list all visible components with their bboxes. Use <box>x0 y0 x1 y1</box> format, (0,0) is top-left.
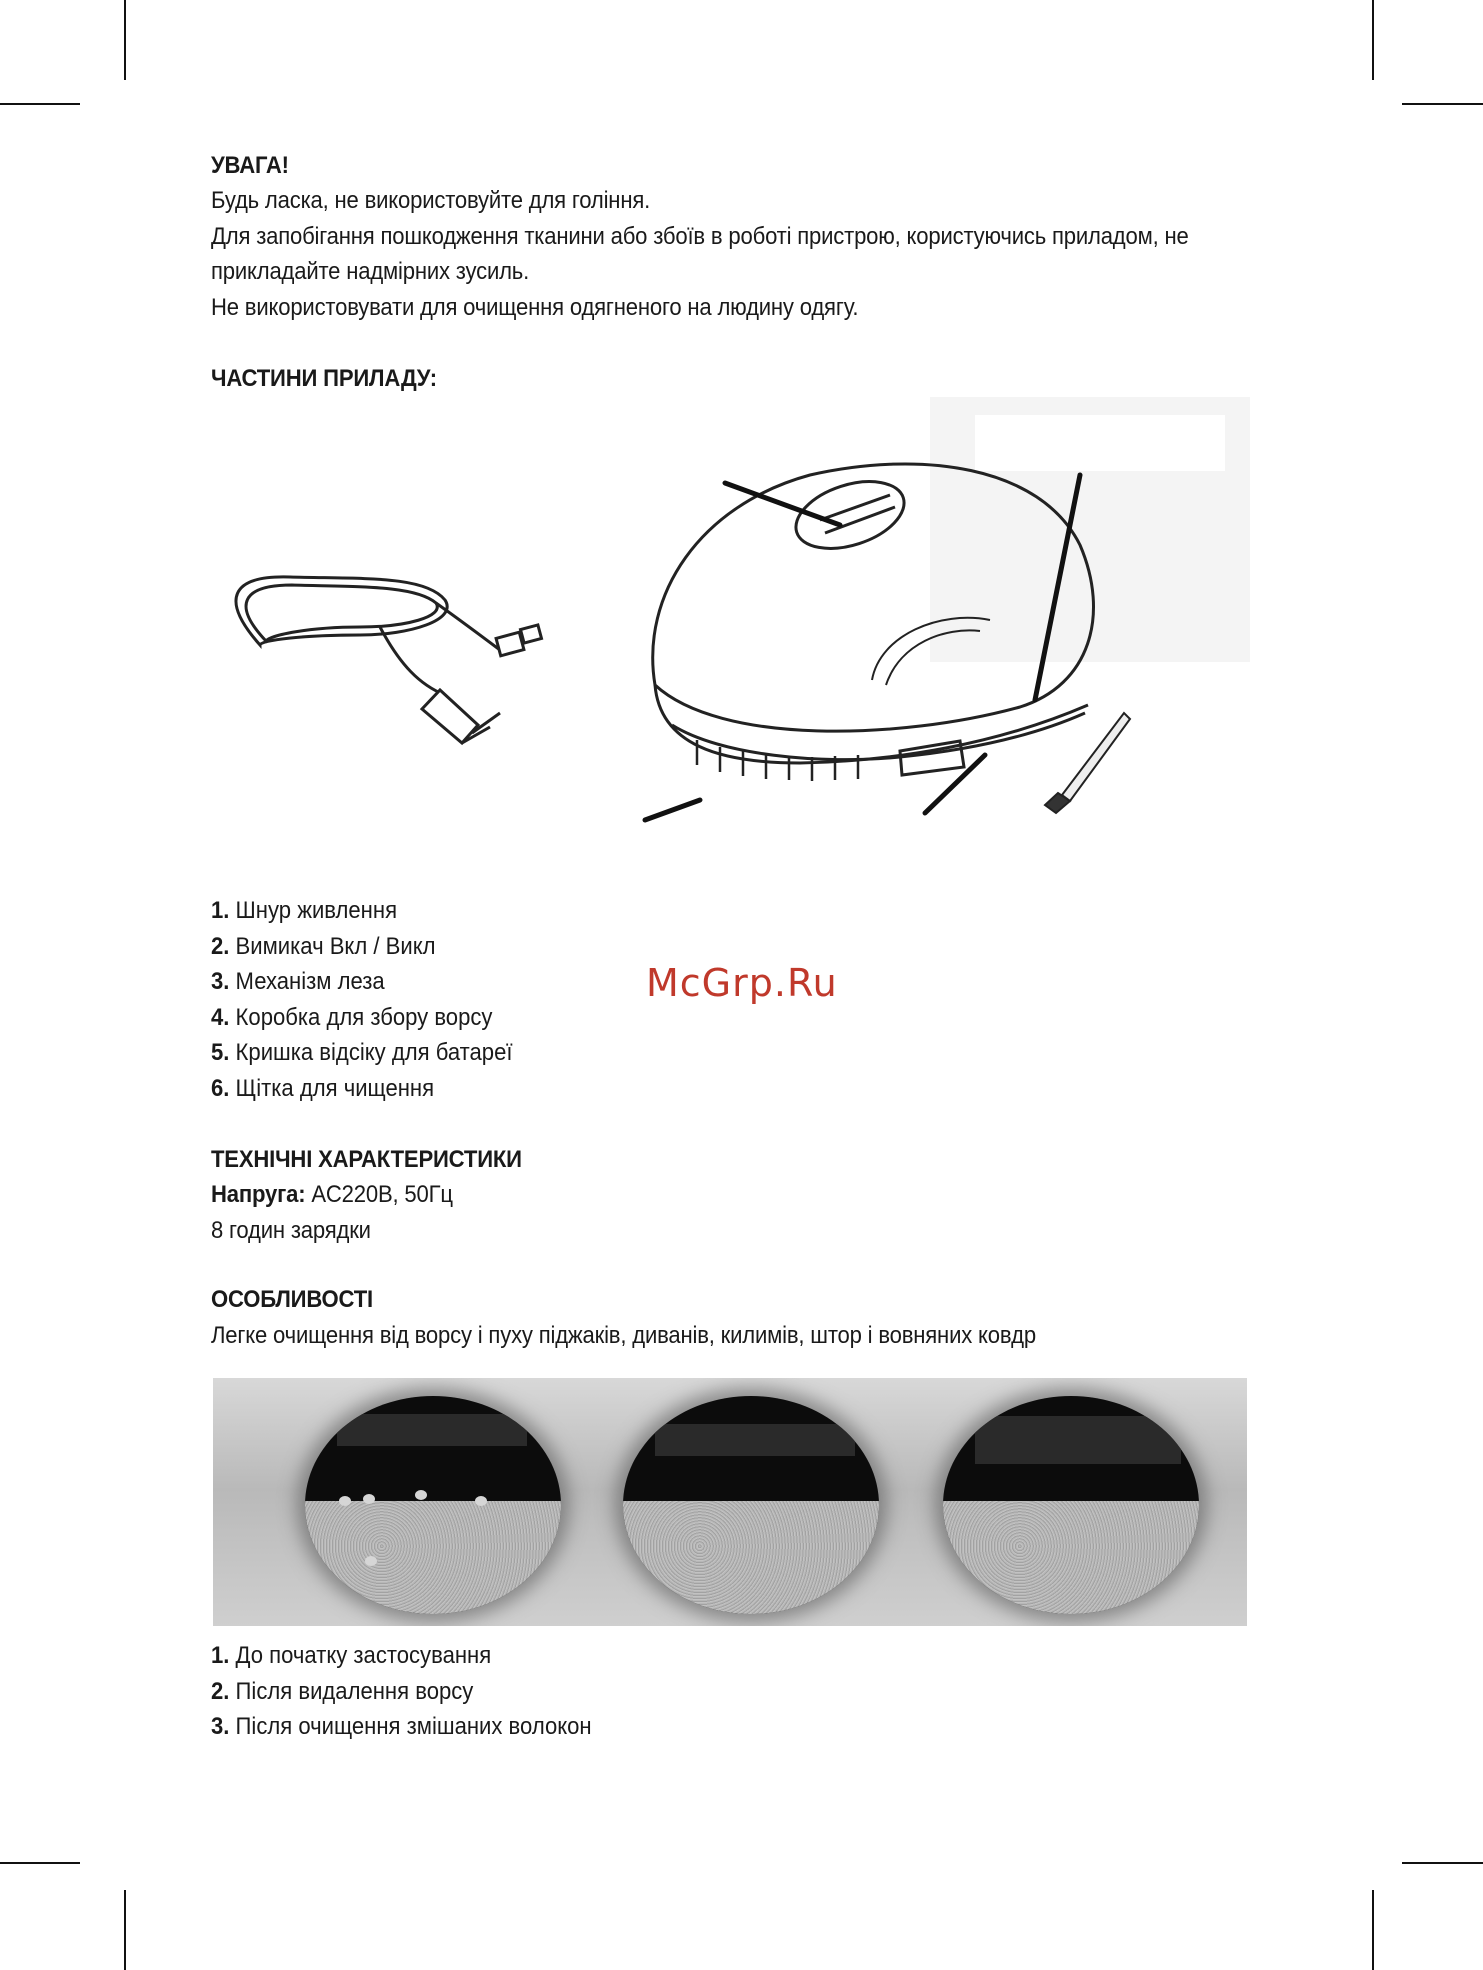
crop-mark <box>0 1862 80 1864</box>
list-item: 1. До початку застосування <box>211 1642 492 1669</box>
fabric-surface <box>943 1501 1199 1614</box>
crop-mark <box>1402 1862 1483 1864</box>
label-mask <box>975 1416 1181 1464</box>
illustration-label-mask <box>975 415 1225 471</box>
list-item: 5. Кришка відсіку для батареї <box>211 1039 513 1066</box>
lens-after-mixed <box>943 1396 1199 1614</box>
crop-mark <box>0 103 80 105</box>
results-list <box>211 1638 592 1745</box>
features-title: ОСОБЛИВОСТІ <box>211 1286 373 1313</box>
specs-voltage: Напруга: AC220B, 50Гц <box>211 1181 453 1208</box>
lens-before <box>305 1396 561 1614</box>
crop-mark <box>1402 103 1483 105</box>
lint-fuzz <box>475 1496 487 1506</box>
list-item: 3. Механізм леза <box>211 968 385 995</box>
watermark: McGrp.Ru <box>646 961 838 1005</box>
crop-mark <box>124 0 126 80</box>
warning-title: УВАГА! <box>211 152 289 179</box>
lint-fuzz <box>415 1490 427 1500</box>
list-item: 4. Коробка для збору ворсу <box>211 1003 493 1031</box>
parts-title: ЧАСТИНИ ПРИЛАДУ: <box>211 365 437 392</box>
lint-fuzz <box>365 1556 377 1566</box>
lint-fuzz <box>339 1496 351 1506</box>
features-text: Легке очищення від ворсу і пуху піджаків, диванів, килимів, штор і вовняних ковдр <box>211 1322 1036 1349</box>
cleaning-brush-icon <box>1045 713 1130 813</box>
crop-mark <box>1372 0 1374 80</box>
lens-after-lint <box>623 1396 879 1614</box>
crop-mark <box>1372 1890 1374 1970</box>
label-mask <box>655 1424 855 1456</box>
warning-line: Будь ласка, не використовуйте для гоління. <box>211 187 651 214</box>
fabric-surface <box>305 1501 561 1614</box>
fabric-surface <box>623 1501 879 1614</box>
fabric-comparison-photo <box>213 1378 1247 1626</box>
lint-fuzz <box>363 1494 375 1504</box>
list-item: 2. Вимикач Вкл / Викл <box>211 932 436 960</box>
list-item: 6. Щітка для чищення <box>211 1074 435 1102</box>
label-mask <box>337 1414 527 1446</box>
parts-list <box>211 893 512 1106</box>
specs-title: ТЕХНІЧНІ ХАРАКТЕРИСТИКИ <box>211 1146 522 1173</box>
warning-line: прикладайте надмірних зусиль. <box>211 258 530 285</box>
power-cord-icon <box>236 577 542 743</box>
list-item: 3. Після очищення змішаних волокон <box>211 1713 592 1740</box>
warning-line: Не використовувати для очищення одягненого на людину одягу. <box>211 294 859 321</box>
specs-charge: 8 годин зарядки <box>211 1217 371 1244</box>
crop-mark <box>124 1890 126 1970</box>
device-illustration <box>200 395 1250 845</box>
list-item: 2. Після видалення ворсу <box>211 1677 474 1705</box>
warning-line: Для запобігання пошкодження тканини або збоїв в роботі пристрою, користуючись приладом, не <box>211 223 1189 250</box>
list-item: 1. Шнур живлення <box>211 897 398 924</box>
